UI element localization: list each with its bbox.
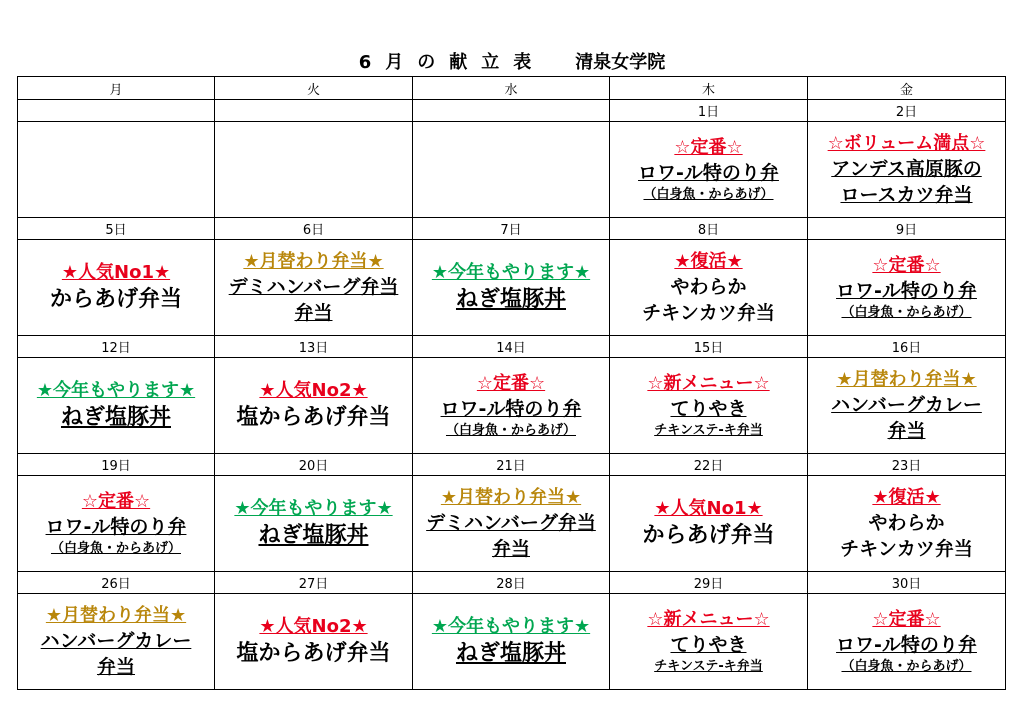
menu-tag: ☆定番☆ <box>674 136 743 158</box>
title-school: 清泉女学院 <box>575 52 666 73</box>
menu-cell <box>808 122 1006 218</box>
menu-subtitle: チキンステ-キ弁当 <box>654 422 763 438</box>
date-cell: 16日 <box>808 336 1006 358</box>
menu-cell <box>413 358 610 454</box>
menu-tag: ★月替わり弁当★ <box>45 604 187 626</box>
date-cell: 14日 <box>413 336 610 358</box>
menu-cell <box>215 476 413 572</box>
date-cell: 7日 <box>413 218 610 240</box>
date-cell: 27日 <box>215 572 413 594</box>
menu-subtitle: （白身魚・からあげ） <box>841 304 972 320</box>
menu-tag: ★今年もやります★ <box>431 261 591 283</box>
menu-name: 弁当 <box>294 301 333 324</box>
menu-name: ロワ-ル特のり弁 <box>638 161 779 184</box>
page-title <box>0 48 1024 74</box>
date-cell: 21日 <box>413 454 610 476</box>
date-cell: 13日 <box>215 336 413 358</box>
menu-tag: ☆定番☆ <box>872 254 941 276</box>
menu-tag: ★月替わり弁当★ <box>836 368 977 390</box>
menu-name: チキンカツ弁当 <box>642 301 775 324</box>
menu-name: ねぎ塩豚丼 <box>455 640 566 666</box>
date-row <box>18 218 1006 240</box>
menu-tag: ★復活★ <box>872 486 941 508</box>
date-row <box>18 454 1006 476</box>
menu-tag: ★今年もやります★ <box>36 379 196 401</box>
menu-name: からあげ弁当 <box>49 286 182 312</box>
menu-name: ねぎ塩豚丼 <box>258 522 369 548</box>
menu-row <box>18 476 1006 572</box>
menu-name: アンデス高原豚の <box>831 157 982 180</box>
menu-cell <box>808 358 1006 454</box>
menu-name: デミハンバーグ弁当 <box>228 275 399 298</box>
menu-name: てりやき <box>670 633 747 656</box>
date-cell: 30日 <box>808 572 1006 594</box>
menu-name: ねぎ塩豚丼 <box>455 286 566 312</box>
menu-tag: ☆定番☆ <box>872 608 941 630</box>
menu-name: 弁当 <box>96 655 135 678</box>
menu-subtitle: チキンステ-キ弁当 <box>654 658 763 674</box>
menu-subtitle: （白身魚・からあげ） <box>643 186 774 202</box>
date-cell: 9日 <box>808 218 1006 240</box>
menu-cell <box>18 358 215 454</box>
date-cell: 8日 <box>610 218 808 240</box>
menu-tag: ☆定番☆ <box>476 372 546 394</box>
menu-name: ロワ-ル特のり弁 <box>836 633 977 656</box>
menu-subtitle: （白身魚・からあげ） <box>445 422 576 438</box>
menu-row <box>18 594 1006 690</box>
menu-name: てりやき <box>670 397 747 420</box>
date-cell <box>215 100 413 122</box>
menu-subtitle: （白身魚・からあげ） <box>841 658 972 674</box>
title-month: 6月の献立表 <box>358 52 546 73</box>
date-cell <box>18 100 215 122</box>
menu-cell <box>18 240 215 336</box>
menu-tag: ☆定番☆ <box>81 490 151 512</box>
date-cell: 5日 <box>18 218 215 240</box>
menu-cell <box>18 122 215 218</box>
menu-name: デミハンバーグ弁当 <box>426 511 596 534</box>
menu-name: ハンバーグカレー <box>831 393 982 416</box>
date-cell: 20日 <box>215 454 413 476</box>
menu-row <box>18 358 1006 454</box>
menu-tag: ★月替わり弁当★ <box>243 250 384 272</box>
menu-name: ロワ-ル特のり弁 <box>836 279 977 302</box>
menu-name: チキンカツ弁当 <box>840 537 973 560</box>
weekday-header-row <box>18 77 1006 100</box>
date-cell: 12日 <box>18 336 215 358</box>
menu-tag: ★人気No1★ <box>654 497 763 519</box>
menu-tag: ★復活★ <box>674 250 743 272</box>
menu-cell <box>808 594 1006 690</box>
menu-tag: ★今年もやります★ <box>431 615 591 637</box>
menu-name: 塩からあげ弁当 <box>236 404 391 430</box>
menu-row <box>18 240 1006 336</box>
menu-name: 塩からあげ弁当 <box>236 640 391 666</box>
menu-name: ロワ-ル特のり弁 <box>440 397 582 420</box>
weekday-fri: 金 <box>808 77 1006 100</box>
menu-tag: ★人気No2★ <box>259 615 368 637</box>
menu-name: からあげ弁当 <box>642 522 775 548</box>
date-row <box>18 100 1006 122</box>
menu-cell <box>413 594 610 690</box>
weekday-mon: 月 <box>18 77 215 100</box>
calendar-body <box>18 100 1006 690</box>
date-cell <box>413 100 610 122</box>
menu-cell <box>215 122 413 218</box>
menu-tag: ☆新メニュー☆ <box>647 608 770 630</box>
menu-cell <box>808 240 1006 336</box>
menu-subtitle: （白身魚・からあげ） <box>50 540 181 556</box>
date-row <box>18 572 1006 594</box>
menu-name: 弁当 <box>887 419 926 442</box>
date-row <box>18 336 1006 358</box>
menu-cell <box>610 240 808 336</box>
date-cell: 6日 <box>215 218 413 240</box>
weekday-thu: 木 <box>610 77 808 100</box>
menu-name: 弁当 <box>491 537 530 560</box>
menu-cell <box>413 240 610 336</box>
weekday-wed: 水 <box>413 77 610 100</box>
menu-cell <box>18 594 215 690</box>
menu-tag: ★人気No1★ <box>61 261 171 283</box>
menu-name: ロワ-ル特のり弁 <box>45 515 187 538</box>
date-cell: 29日 <box>610 572 808 594</box>
menu-tag: ☆ボリューム満点☆ <box>827 132 986 154</box>
menu-cell <box>215 594 413 690</box>
menu-name: やわらか <box>868 511 945 534</box>
menu-name: ハンバーグカレー <box>40 629 192 652</box>
weekday-tue: 火 <box>215 77 413 100</box>
date-cell: 2日 <box>808 100 1006 122</box>
menu-name: ロースカツ弁当 <box>840 183 973 206</box>
menu-cell <box>610 358 808 454</box>
menu-cell <box>610 594 808 690</box>
menu-cell <box>413 476 610 572</box>
menu-tag: ☆新メニュー☆ <box>647 372 770 394</box>
menu-cell <box>808 476 1006 572</box>
date-cell: 1日 <box>610 100 808 122</box>
menu-cell <box>18 476 215 572</box>
menu-name: やわらか <box>670 275 747 298</box>
menu-tag: ★今年もやります★ <box>234 497 393 519</box>
menu-calendar <box>17 76 1006 690</box>
menu-tag: ★月替わり弁当★ <box>440 486 582 508</box>
date-cell: 28日 <box>413 572 610 594</box>
menu-tag: ★人気No2★ <box>259 379 368 401</box>
menu-cell <box>610 476 808 572</box>
date-cell: 22日 <box>610 454 808 476</box>
date-cell: 26日 <box>18 572 215 594</box>
menu-cell <box>610 122 808 218</box>
date-cell: 15日 <box>610 336 808 358</box>
date-cell: 23日 <box>808 454 1006 476</box>
menu-name: ねぎ塩豚丼 <box>60 404 171 430</box>
menu-cell <box>215 240 413 336</box>
menu-cell <box>215 358 413 454</box>
menu-row <box>18 122 1006 218</box>
menu-cell <box>413 122 610 218</box>
date-cell: 19日 <box>18 454 215 476</box>
